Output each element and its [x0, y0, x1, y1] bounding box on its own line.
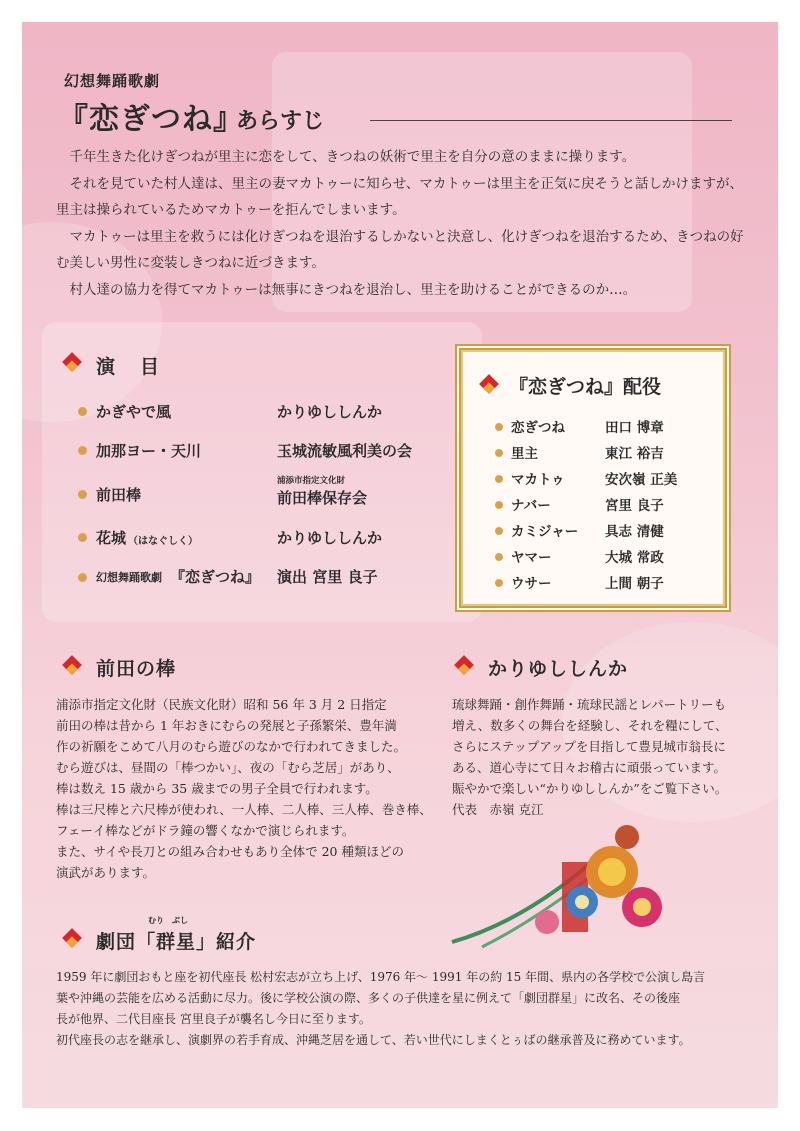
text-line: 棒は数え 15 歳から 35 歳までの男子全員で行われます。	[56, 781, 378, 796]
flyer-sheet	[22, 22, 778, 1108]
text-line: 作の祈願をこめて八月のむら遊びのなかで行われてきました。	[56, 739, 407, 754]
program-item-performer: かりゆししんか	[277, 403, 383, 421]
diamond-icon	[62, 928, 82, 948]
cast-box	[455, 344, 731, 612]
kariyushi-title: かりゆししんか	[488, 658, 629, 680]
program-item-reading: （はなぐしく）	[128, 536, 198, 547]
program-item-performer: 玉城流敏風利美の会	[277, 442, 413, 460]
bullet-icon	[495, 553, 503, 561]
bullet-icon	[495, 501, 503, 509]
synopsis	[56, 144, 754, 303]
cast-role: 里主	[511, 446, 538, 462]
troupe-title	[96, 927, 256, 954]
cast-role: マカトゥ	[511, 472, 565, 488]
diamond-icon	[62, 655, 82, 675]
cast-actor: 上間 朝子	[605, 576, 664, 592]
text-line: 演武があります。	[56, 865, 156, 880]
program-item-note: 浦添市指定文化財	[277, 476, 346, 486]
program-item-name: かぎやで風	[96, 403, 172, 421]
program-item-performer: かりゆししんか	[277, 529, 383, 547]
synopsis-paragraph: マカトゥーは里主を救うには化けぎつねを退治するしかないと決意し、化けぎつねを退治するため、きつねの好む美しい男性に変装しきつねに近づきます。	[56, 228, 744, 271]
synopsis-paragraph: 村人達の協力を得てマカトゥーは無事にきつねを退治し、里主を助けることができるのか…。	[69, 281, 637, 298]
program-item-name: 前田棒	[96, 486, 142, 504]
bullet-icon	[495, 527, 503, 535]
cast-role: 恋ぎつね	[511, 420, 565, 436]
text-line: また、サイや長刀との組み合わせもあり全体で 20 種類ほどの	[56, 844, 404, 859]
program-item-name: 花城	[96, 529, 127, 547]
cast-role: ヤマー	[511, 550, 552, 566]
troupe-name: 群星	[156, 931, 197, 953]
program-item-name: 加那ヨー・天川	[96, 442, 202, 460]
troupe-text	[56, 967, 768, 1051]
program-item-prefix: 幻想舞踊歌劇	[96, 571, 162, 584]
cast-role: ウサー	[511, 576, 552, 592]
subtitle: 幻想舞踊歌劇	[64, 72, 161, 90]
bullet-icon	[495, 475, 503, 483]
cast-actor: 具志 清健	[605, 524, 664, 540]
text-line: 代表 赤嶺 克江	[452, 802, 544, 817]
troupe-title-suffix: 」紹介	[196, 931, 257, 953]
text-line: 長が他界、二代目座長 宮里良子が襲名し今日に至ります。	[56, 1012, 371, 1026]
page-title: 『恋ぎつね』	[58, 102, 244, 137]
text-line: ある、道心寺にて日々お稽古に頑張っています。	[452, 760, 727, 775]
diamond-icon	[62, 352, 82, 372]
title-suffix: あらすじ	[236, 108, 325, 134]
text-line: フェーイ棒などがドラ鐘の響くなかで演じられます。	[56, 823, 355, 838]
text-line: 浦添市指定文化財（民族文化財）昭和 56 年 3 月 2 日指定	[56, 697, 387, 712]
program-item-performer: 前田棒保存会	[277, 489, 368, 507]
cast-actor: 東江 裕吉	[605, 446, 664, 462]
program-title: 演 目	[96, 356, 163, 378]
cast-role: カミジャー	[511, 524, 579, 540]
bullet-icon	[78, 573, 87, 582]
text-line: 賑やかで楽しい“かりゆししんか”をご覧下さい。	[452, 781, 728, 796]
text-line: 棒は三尺棒と六尺棒が使われ、一人棒、二人棒、三人棒、巻き棒、	[56, 802, 432, 817]
text-line: 増え、数多くの舞台を経験し、それを糧にして、	[452, 718, 728, 733]
text-line: さらにステップアップを目指して豊見城市翁長に	[452, 739, 726, 754]
maeda-title: 前田の棒	[96, 658, 177, 680]
text-line: 1959 年に劇団おもと座を初代座長 松村宏志が立ち上げ、1976 年～ 1991 年の約 15 年間、県内の各学校で公演し島言	[56, 970, 706, 984]
troupe-title-prefix: 劇団「	[96, 931, 157, 953]
diamond-icon	[479, 374, 499, 394]
maeda-text	[56, 694, 456, 883]
bullet-icon	[78, 407, 87, 416]
program-item-performer: 演出 宮里 良子	[277, 568, 378, 586]
bullet-icon	[495, 449, 503, 457]
cast-actor: 大城 常政	[605, 550, 664, 566]
bullet-icon	[78, 490, 87, 499]
program-item-name: 『恋ぎつね』	[170, 568, 261, 586]
troupe-ruby: むり ぶし	[148, 915, 188, 925]
bullet-icon	[495, 423, 503, 431]
title-rule	[370, 120, 732, 121]
bullet-icon	[78, 533, 87, 542]
text-line: 前田の棒は昔から 1 年おきにむらの発展と子孫繁栄、豊年満	[56, 718, 397, 733]
synopsis-paragraph: それを見ていた村人達は、里主の妻マカトゥーに知らせ、マカトゥーは里主を正気に戻そうと話しかけますが、里主は操られているためマカトゥーを拒んでしまいます。	[56, 175, 744, 218]
cast-title: 『恋ぎつね』配役	[509, 376, 662, 398]
cast-actor: 安次嶺 正美	[605, 472, 678, 488]
diamond-icon	[454, 655, 474, 675]
cast-actor: 田口 博章	[605, 420, 664, 436]
text-line: むら遊びは、昼間の「棒つかい」、夜の「むら芝居」があり、	[56, 760, 400, 775]
synopsis-paragraph: 千年生きた化けぎつねが里主に恋をして、きつねの妖術で里主を自分の意のままに操ります。	[69, 149, 636, 165]
text-line: 琉球舞踊・創作舞踊・琉球民謡とレパートリーも	[452, 697, 727, 712]
bullet-icon	[495, 579, 503, 587]
text-line: 初代座長の志を継承し、演劇界の若手育成、沖縄芝居を通して、若い世代にしまくとぅばの継承普及に務めています。	[56, 1033, 691, 1047]
text-line: 葉や沖縄の芸能を広める活動に尽力。後に学校公演の際、多くの子供達を星に例えて「劇団群星」に改名、その後座	[56, 991, 681, 1005]
flower-illustration	[442, 802, 682, 952]
cast-role: ナバー	[511, 498, 551, 514]
cast-actor: 宮里 良子	[605, 498, 664, 514]
bullet-icon	[78, 446, 87, 455]
